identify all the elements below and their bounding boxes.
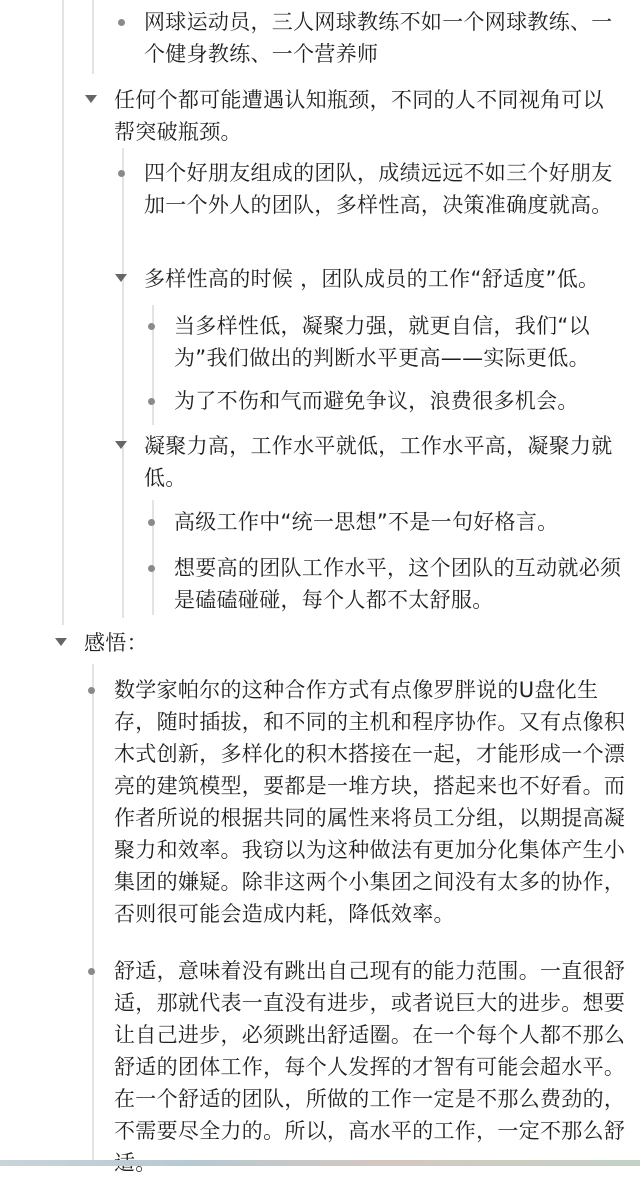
bullet-icon[interactable] — [118, 19, 125, 26]
bullet-icon[interactable] — [148, 323, 155, 330]
collapse-caret-icon[interactable] — [115, 274, 127, 282]
outline-item[interactable]: 多样性高的时候 ，团队成员的工作“舒适度”低。 — [144, 267, 600, 291]
bullet-icon[interactable] — [148, 398, 155, 405]
outline-item[interactable]: 网球运动员，三人网球教练不如一个网球教练、一个健身教练、一个营养师 — [144, 10, 613, 66]
outline-guide-line — [92, 664, 94, 1160]
collapse-caret-icon[interactable] — [115, 441, 127, 449]
outline-guide-line — [122, 148, 124, 618]
outline-guide-line — [92, 0, 94, 74]
outline-item[interactable]: 凝聚力高，工作水平就低，工作水平高，凝聚力就低。 — [144, 434, 613, 490]
outline-item[interactable]: 当多样性低，凝聚力强，就更自信，我们“以为”我们做出的判断水平更高——实际更低。 — [174, 314, 590, 370]
outline-guide-line — [62, 0, 64, 625]
outline-item[interactable]: 感悟： — [84, 631, 148, 655]
collapse-caret-icon[interactable] — [55, 638, 67, 646]
bullet-icon[interactable] — [118, 170, 125, 177]
outline-item[interactable]: 数学家帕尔的这种合作方式有点像罗胖说的U盘化生存，随时插拔，和不同的主机和程序协作。又有点像积木式创新，多样化的积木搭接在一起，才能形成一个漂亮的建筑模型，要都是一堆方块，搭起来也不好看。而作者所说的根据共同的属性来将员工分组，以期提高凝聚力和效率。我窃以为这种做法有更加分化集体产生小集团的嫌疑。除非这两个小集团之间没有太多的协作，否则很可能会造成内耗，降低效率。 — [114, 678, 626, 926]
outline-item[interactable]: 舒适，意味着没有跳出自己现有的能力范围。一直很舒适，那就代表一直没有进步，或者说巨大的进步。想要让自己进步，必须跳出舒适圈。在一个每个人都不那么舒适的团体工作，每个人发挥的才智有可能会超水平。在一个舒适的团队，所做的工作一定是不那么费劲的，不需要尽全力的。所以，高水平的工作，一定不那么舒 — [114, 959, 626, 1143]
outline-item[interactable]: 想要高的团队工作水平，这个团队的互动就必须是磕磕碰碰，每个人都不太舒服。 — [174, 556, 622, 612]
collapse-caret-icon[interactable] — [85, 95, 97, 103]
bullet-icon[interactable] — [88, 687, 95, 694]
outline-item[interactable]: 高级工作中“统一思想”不是一句好格言。 — [174, 510, 559, 534]
outline-item[interactable]: 四个好朋友组成的团队，成绩远远不如三个好朋友加一个外人的团队，多样性高，决策准确度就高。 — [144, 161, 613, 217]
outline-item[interactable]: 任何个都可能遭遇认知瓶颈，不同的人不同视角可以帮突破瓶颈。 — [114, 88, 604, 144]
bullet-icon[interactable] — [88, 968, 95, 975]
bullet-icon[interactable] — [148, 519, 155, 526]
outline-guide-line — [152, 500, 154, 615]
bullet-icon[interactable] — [148, 565, 155, 572]
bottom-strip — [0, 1160, 640, 1166]
outline-item[interactable]: 为了不伤和气而避免争议，浪费很多机会。 — [174, 389, 579, 413]
